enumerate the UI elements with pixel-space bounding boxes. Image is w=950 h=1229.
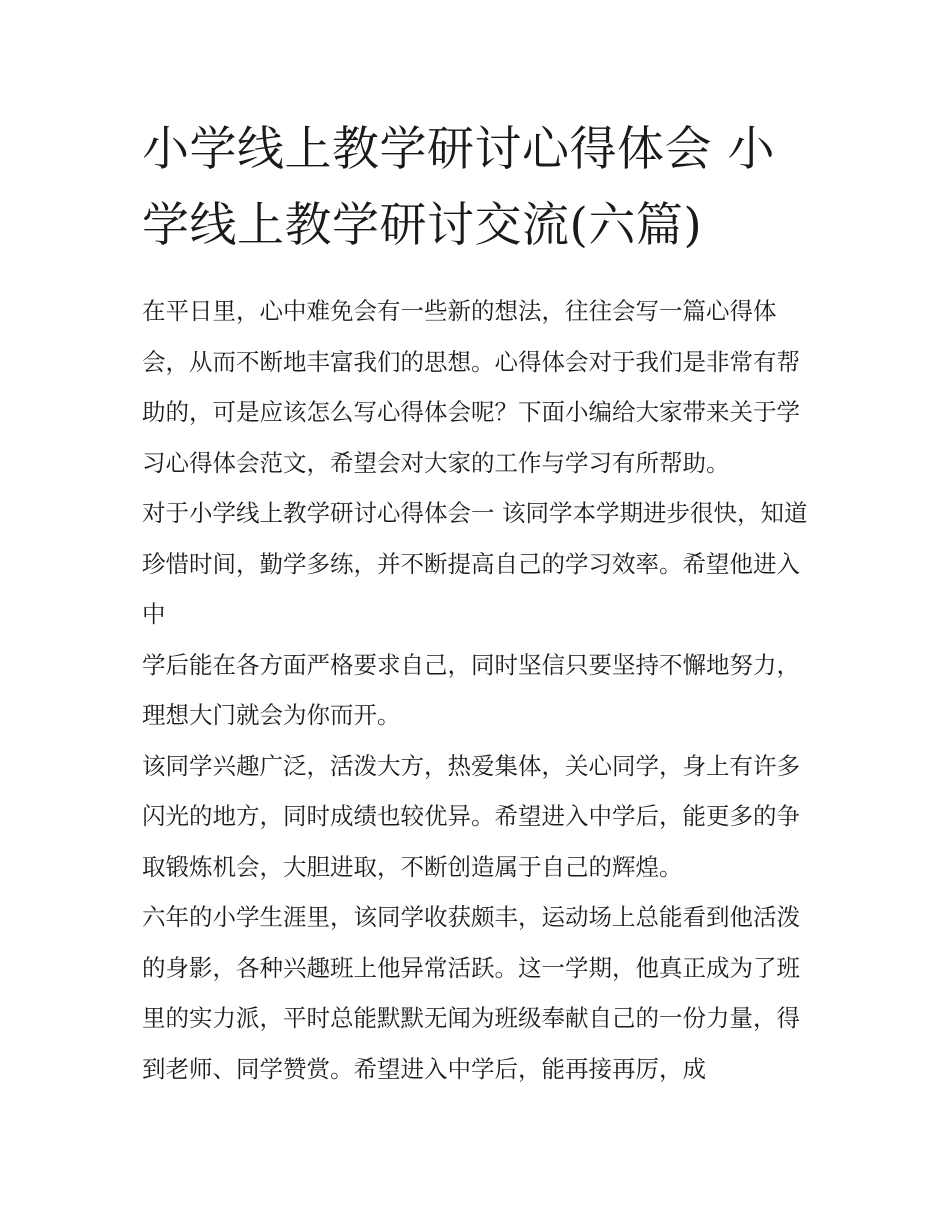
paragraph-intro: 在平日里，心中难免会有一些新的想法，往往会写一篇心得体会，从而不断地丰富我们的思想。心得体会对于我们是非常有帮助的，可是应该怎么写心得体会呢？下面小编给大家带来关于学习心得体会范文，希望会对大家的工作与学习有所帮助。 xyxy=(142,297,800,477)
paragraph-2: 学后能在各方面严格要求自己，同时坚信只要坚持不懈地努力，理想大门就会为你而开。 xyxy=(142,650,800,729)
paragraph-1: 对于小学线上教学研讨心得体会一 该同学本学期进步很快，知道珍惜时间，勤学多练，并不断提高自己的学习效率。希望他进入中 xyxy=(142,499,808,628)
document-title: 小学线上教学研讨心得体会 小学线上教学研讨交流(六篇) xyxy=(142,122,775,253)
paragraph-3: 该同学兴趣广泛，活泼大方，热爱集体，关心同学，身上有许多闪光的地方，同时成绩也较优异。希望进入中学后，能更多的争取锻炼机会，大胆进取，不断创造属于自己的辉煌。 xyxy=(142,751,800,881)
document-body xyxy=(142,286,822,1094)
paragraph-4: 六年的小学生涯里，该同学收获颇丰，运动场上总能看到他活泼的身影，各种兴趣班上他异常活跃。这一学期，他真正成为了班里的实力派，平时总能默默无闻为班级奉献自己的一份力量，得到老师、同学赞赏。希望进入中学后，能再接再厉，成 xyxy=(142,903,800,1083)
document-page xyxy=(142,112,822,1094)
